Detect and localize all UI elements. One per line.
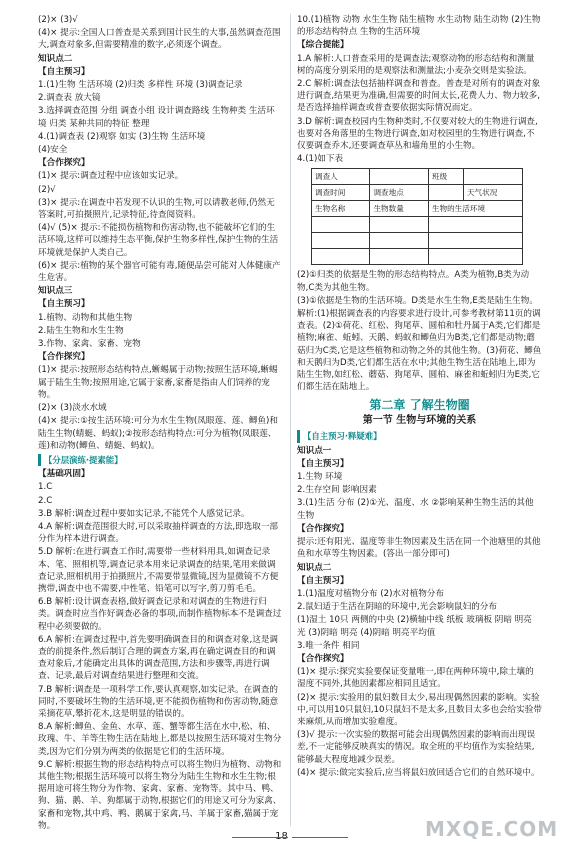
subsection-heading: 【合作探究】 <box>38 158 90 169</box>
answer-line: 1.A 解析:人口普查采用的是调查法;观察动物的形态结构和测量树的高度分别采用的是观察法和测量法;小麦杂交则是实验法。 <box>297 53 535 76</box>
answer-line: 1.(1)生物 生活环境 (2)归类 多样性 环境 (3)调查记录 <box>38 80 243 91</box>
answer-line: (4)× 提示:①按生活环境:可分为水生生物(凤眼莲、莲、鲫鱼)和陆生生物(蜻蜓、蚂蚁);②按形态结构特点:可分为植物(凤眼莲、莲)和动物(鲫鱼、蜻蜓、蚂蚁)。 <box>38 416 278 451</box>
band-heading: 【分层演练·提素能】 <box>38 454 283 466</box>
knowledge-point-heading: 知识点一 <box>297 445 332 456</box>
table-cell <box>428 217 522 233</box>
section-title: 第一节 生物与环境的关系 <box>362 415 477 427</box>
table-cell: 调查地点 <box>370 185 428 201</box>
answer-line: (4)√ (5)× 提示:不能损伤植物和伤害动物,也不能破坏它们的生活环境,这样可以维持生态平衡,保护生物多样性,保护生物的生活环境就是保护人类自己。 <box>38 223 279 258</box>
answer-line: 2.C <box>38 495 53 506</box>
knowledge-point-heading: 知识点三 <box>38 286 73 297</box>
subsection-heading: 【合作探究】 <box>297 653 349 664</box>
answer-line: 1.(1)温度对植物分布 (2)水对植物分布 <box>297 588 444 599</box>
answer-line: 10.(1)植物 动物 水生生物 陆生植物 水生动物 陆生动物 (2)生物的形态结构特点 生物的生活环境 <box>297 15 541 38</box>
table-cell <box>370 169 428 185</box>
left-column <box>38 14 283 833</box>
subsection-heading: 【自主预习】 <box>297 458 349 469</box>
table-cell <box>370 233 428 249</box>
answer-line: 解析:(1)根据调查表的内容要求进行设计,可参考教材第11页的调查表。(2)①荷花、红松、狗尾草、圆柏和牡丹属于A类,它们都是植物;麻雀、蚯蚓、天鹅、蚂蚁和鲫鱼归为B类,它们都是动物;蘑菇归为C类,它是这些植物和动物之外的其他生物。(3)荷花、鲫鱼和天鹅归为D类,它们都生活在水中;其他生物生活在陆地上,即为陆生生物,如红松、蘑菇、狗尾草、圆柏、麻雀和蚯蚓归为E类,它们都生活在陆地上。 <box>297 309 542 393</box>
answer-line: 1.C <box>38 482 53 493</box>
table-cell: 生物名称 <box>312 201 370 217</box>
answer-line: 3.D 解析:调查校园内生物种类时,不仅要对较大的生物进行调查,也要对各角落里的生物进行调查,如对校园里的生物进行调查,不仅要调查乔木,还要调查草丛和墙角里的小生物。 <box>297 116 538 152</box>
table-cell: 生物数量 <box>370 201 428 217</box>
answer-line: 6.A 解析:在调查过程中,首先要明确调查目的和调查对象,这是调查的前提条件,然后制订合理的调查方案,再在确定调查目的和调查对象后,才能确定出具体的调查范围,方法和步骤等,再进行调查、记录,最后对调查结果进行整理和交流。 <box>38 634 279 682</box>
subsection-heading: 【自主预习】 <box>38 66 90 77</box>
answer-line: 8.A 解析:鲫鱼、金鱼、水草、莲、蟹等都生活在水中,松、柏、玫瑰、牛、羊等生物生活在陆地上,都是以按照生活环境对生物分类,因为它们分别为两类的依据是它们的生活环境。 <box>38 722 282 757</box>
knowledge-point-heading: 知识点二 <box>297 562 332 573</box>
answer-line: (4)安全 <box>38 145 68 156</box>
answer-line: (1)湿土 10只 两侧的中央 (2)横轴中线 纸板 玻璃板 阴暗 明亮 光 (3)阴暗 明亮 (4)阴暗 明亮平均值 <box>297 615 532 638</box>
chapter-title: 第二章 了解生物圈 <box>369 398 470 413</box>
table-cell: 班级 <box>428 169 463 185</box>
answer-line: (1)× 提示:按照形态结构特点,蜥蜴属于动物;按照生活环境,蜥蜴属于陆生生物;按照用途,它属于家畜,家畜是指由人们饲养的宠物。 <box>38 365 278 400</box>
answer-line: 2.生存空间 影响因素 <box>297 485 377 496</box>
answer-line: 5.D 解析:在进行调查工作时,需要带一些材料用具,如调查记录本、笔、照相机等,调查记录本用来记录调查的结果,笔用来做调查记录,照相机用于拍摄照片,不需要带显微镜,因为显微镜不方便携带,调查中也不需要,中性笔、铅笔可以写字,剪刀剪毛毛。 <box>38 547 279 594</box>
table-cell: 调查时间 <box>312 185 370 201</box>
answer-line: (3)× 提示:在调查中若发现不认识的生物,可以请教老师,仍然无答案时,可拍摄照片,记录特征,待查阅资料。 <box>38 197 275 221</box>
knowledge-point-heading: 知识点二 <box>38 53 73 64</box>
column-divider <box>290 14 291 826</box>
subsection-heading: 【自主预习】 <box>38 299 90 310</box>
table-cell <box>370 249 428 265</box>
answer-line: (2)× (3)√ <box>38 15 78 25</box>
subsection-heading: 【基础巩固】 <box>38 469 90 480</box>
answer-line: (1)× 提示:调查过程中应该如实记录。 <box>38 171 184 182</box>
table-cell <box>428 249 522 265</box>
answer-line: (2)× 提示:实验用的鼠妇数目太少,易出现偶然因素的影响。实验中,可以用10只鼠妇,10只鼠妇不是太多,且数目太多也会给实验带来麻烦,从而增加实验难度。 <box>297 692 542 727</box>
answer-line: (3)①依据是生物的生活环境。D类是水生生物,E类是陆生生物。 <box>297 295 538 306</box>
table-cell <box>428 233 522 249</box>
watermark-logo: MXQE.COM <box>425 817 559 841</box>
survey-table <box>311 168 523 265</box>
answer-line: (4)× 提示:全国人口普查是关系到国计民生的大事,虽然调查范围大,调查对象多,但需要精准的数字,必须逐个调查。 <box>38 28 281 51</box>
table-cell <box>312 249 370 265</box>
table-cell <box>463 169 522 185</box>
answer-line: 2.C 解析:调查法包括抽样调查和普查。普查是对所有的调查对象进行调查,结果更为准确,但需要的时间太长,花费人力、物力较多,是否选择抽样调查或普查要依据实际情况而定。 <box>297 79 541 114</box>
answer-line: 3.作物、家禽、家畜、宠物 <box>38 339 141 350</box>
answer-line: (2)√ <box>38 184 56 195</box>
subsection-heading: 【合作探究】 <box>297 523 349 534</box>
band-heading: 【自主预习·释疑难】 <box>297 430 542 442</box>
table-cell: 生物的生活环境 <box>428 201 522 217</box>
table-cell: 天气状况 <box>463 185 522 201</box>
table-cell: 调查人 <box>312 169 370 185</box>
answer-line: 1.植物、动物和其他生物 <box>38 312 133 323</box>
answer-line: 1.生物 环境 <box>297 472 343 483</box>
subsection-heading: 【自主预习】 <box>297 575 349 586</box>
answer-line: 4.A 解析:调查范围很大时,可以采取抽样调查的方法,即选取一部分作为样本进行调查。 <box>38 521 279 545</box>
answer-line: 2.调查表 放大镜 <box>38 93 101 104</box>
table-cell <box>312 217 370 233</box>
answer-line: (6)× 提示:植物的某个器官可能有毒,随便品尝可能对人体健康产生危害。 <box>38 260 281 284</box>
answer-line: (2)①归类的依据是生物的形态结构特点。A类为植物,B类为动物,C类为其他生物。 <box>297 270 530 293</box>
answer-line: 4.(1)如下表 <box>297 154 344 165</box>
subsection-heading: 【合作探究】 <box>38 352 90 363</box>
answer-line: (3)√ 提示:一次实验的数据可能会出现偶然因素的影响而出现误差,不一定能够反映真实的情况。取全班的平均值作为实验结果,能够最大程度地减少误差。 <box>297 730 536 765</box>
answer-line: 2.陆生生物和水生生物 <box>38 325 124 336</box>
answer-line: 提示:还有阳光、温度等非生物因素及生活在同一个池塘里的其他鱼和水草等生物因素。(答出一部分即可) <box>297 537 541 560</box>
answer-line: 3.选择调查范围 分组 调查小组 设计调查路线 生物种类 生活环境 归类 某种共同的特征 整理 <box>38 106 275 129</box>
answer-line: 6.B 解析:设计调查表格,做好调查记录和对调查的生物进行归类。调查时应当作好调查必备的事项,而制作植物标本不是调查过程中必须要做的。 <box>38 597 282 632</box>
answer-line: 3.唯一条件 相同 <box>297 640 360 651</box>
right-column <box>297 14 542 780</box>
answer-line: 9.C 解析:根据生物的形态结构特点可以将生物归为植物、动物和其他生物;根据生活环境可以将生物分为陆生生物和水生生物;根据用途可将生物分为作物、家禽、家畜、宠物等。其中马、鸭、狗、猫、鹅、羊、狗都属于动物,根据它们的用途又可分为家禽、家畜和宠物,其中鸡、鸭、鹅属于家禽,马、羊属于家畜,猫属于宠物。 <box>38 759 282 831</box>
table-cell <box>312 233 370 249</box>
table-cell <box>428 185 463 201</box>
page-number-rule-right <box>292 837 348 838</box>
answer-line: (2)× (3)淡水水域 <box>38 403 107 414</box>
answer-line: 2.鼠妇适于生活在阴暗的环境中,光会影响鼠妇的分布 <box>297 602 497 613</box>
answer-line: (1)× 提示:探究实验要保证变量唯一,即在两种环境中,除土壤的湿度不同外,其他因素都应相同且适宜。 <box>297 667 534 690</box>
subsection-heading: 【综合提能】 <box>297 40 349 51</box>
answer-line: 3.(1)生活 分布 (2)①光、温度、水 ②影响某种生物生活的其他生物 <box>297 498 534 521</box>
answer-line: (4)× 提示:做完实验后,应当将鼠妇放回适合它们的自然环境中。 <box>297 767 540 778</box>
answer-line: 7.B 解析:调查是一项科学工作,要认真观察,如实记录。在调查的同时,不要破坏生物的生活环境,更不能损伤植物和伤害动物,随意采摘花草,攀折花木,这是明显的错误的。 <box>38 684 279 719</box>
answer-line: 3.B 解析:调查过程中要如实记录,不能凭个人感觉记录。 <box>38 508 250 519</box>
table-cell <box>370 217 428 233</box>
answer-line: 4.(1)调查表 (2)观察 如实 (3)生物 生活环境 <box>38 131 206 142</box>
page-number-rule-left <box>232 837 288 838</box>
